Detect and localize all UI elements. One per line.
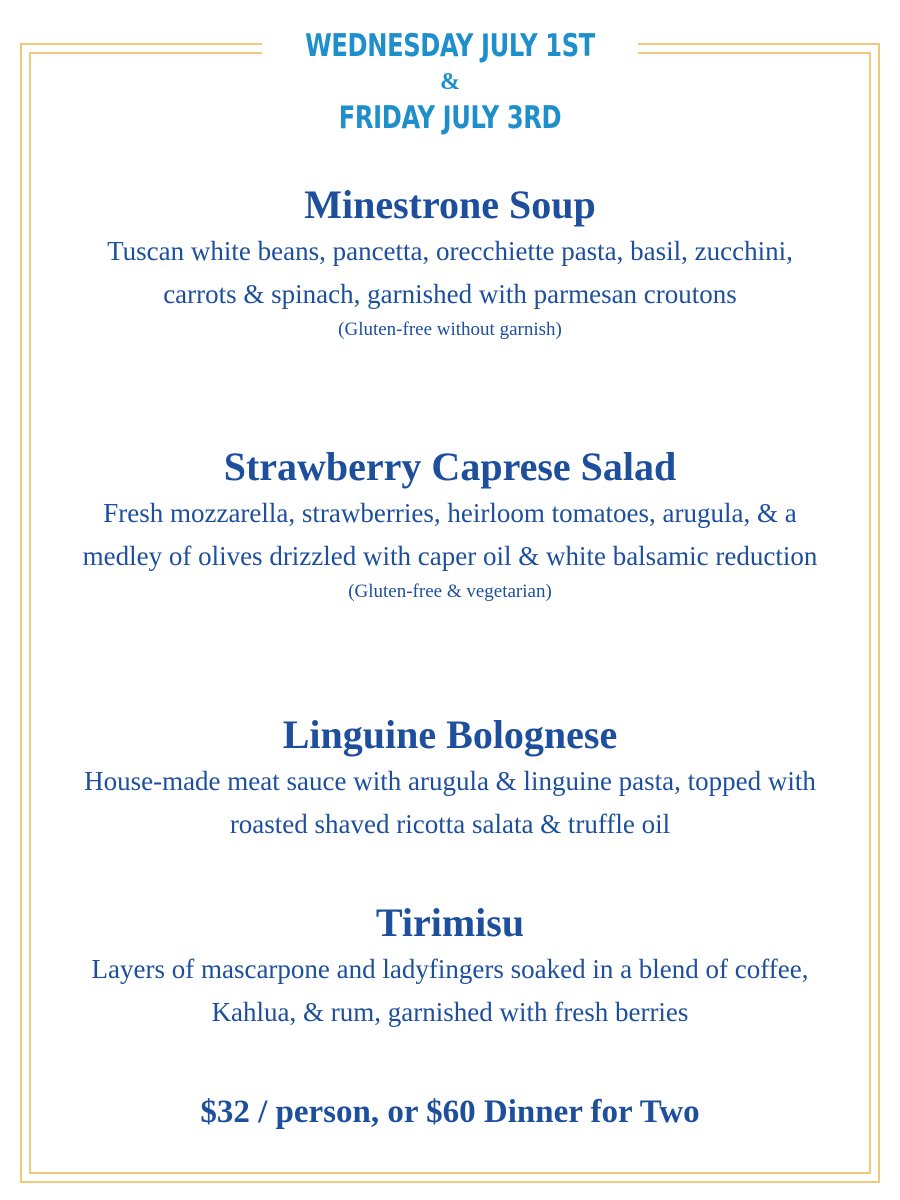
menu-item-dessert (40, 898, 860, 1034)
dish-name: Linguine Bolognese (282, 712, 618, 757)
header-date-1: WEDNESDAY JULY 1ST (305, 28, 595, 64)
menu-item-pasta (40, 710, 860, 846)
menu-item-salad (40, 442, 860, 606)
dish-description: Tuscan white beans, pancetta, orecchiette pasta, basil, zucchini, carrots & spinach, garnished with parmesan croutons (107, 236, 793, 309)
header-ampersand: & (440, 69, 460, 95)
dish-name: Minestrone Soup (304, 182, 596, 227)
dish-dietary-note: (Gluten-free without garnish) (338, 319, 562, 340)
dish-dietary-note: (Gluten-free & vegetarian) (348, 581, 552, 602)
menu-header (0, 24, 900, 140)
dish-description: House-made meat sauce with arugula & linguine pasta, topped with roasted shaved ricotta salata & truffle oil (84, 766, 816, 839)
dish-name: Strawberry Caprese Salad (223, 444, 677, 489)
dish-name: Tirimisu (375, 900, 525, 945)
dish-description: Fresh mozzarella, strawberries, heirloom tomatoes, arugula, & a medley of olives drizzled with caper oil & white balsamic reduction (82, 498, 818, 571)
menu-price: $32 / person, or $60 Dinner for Two (200, 1094, 700, 1130)
menu-item-soup (40, 180, 860, 344)
dish-description: Layers of mascarpone and ladyfingers soaked in a blend of coffee, Kahlua, & rum, garnished with fresh berries (91, 954, 809, 1027)
header-date-2: FRIDAY JULY 3RD (338, 100, 562, 136)
